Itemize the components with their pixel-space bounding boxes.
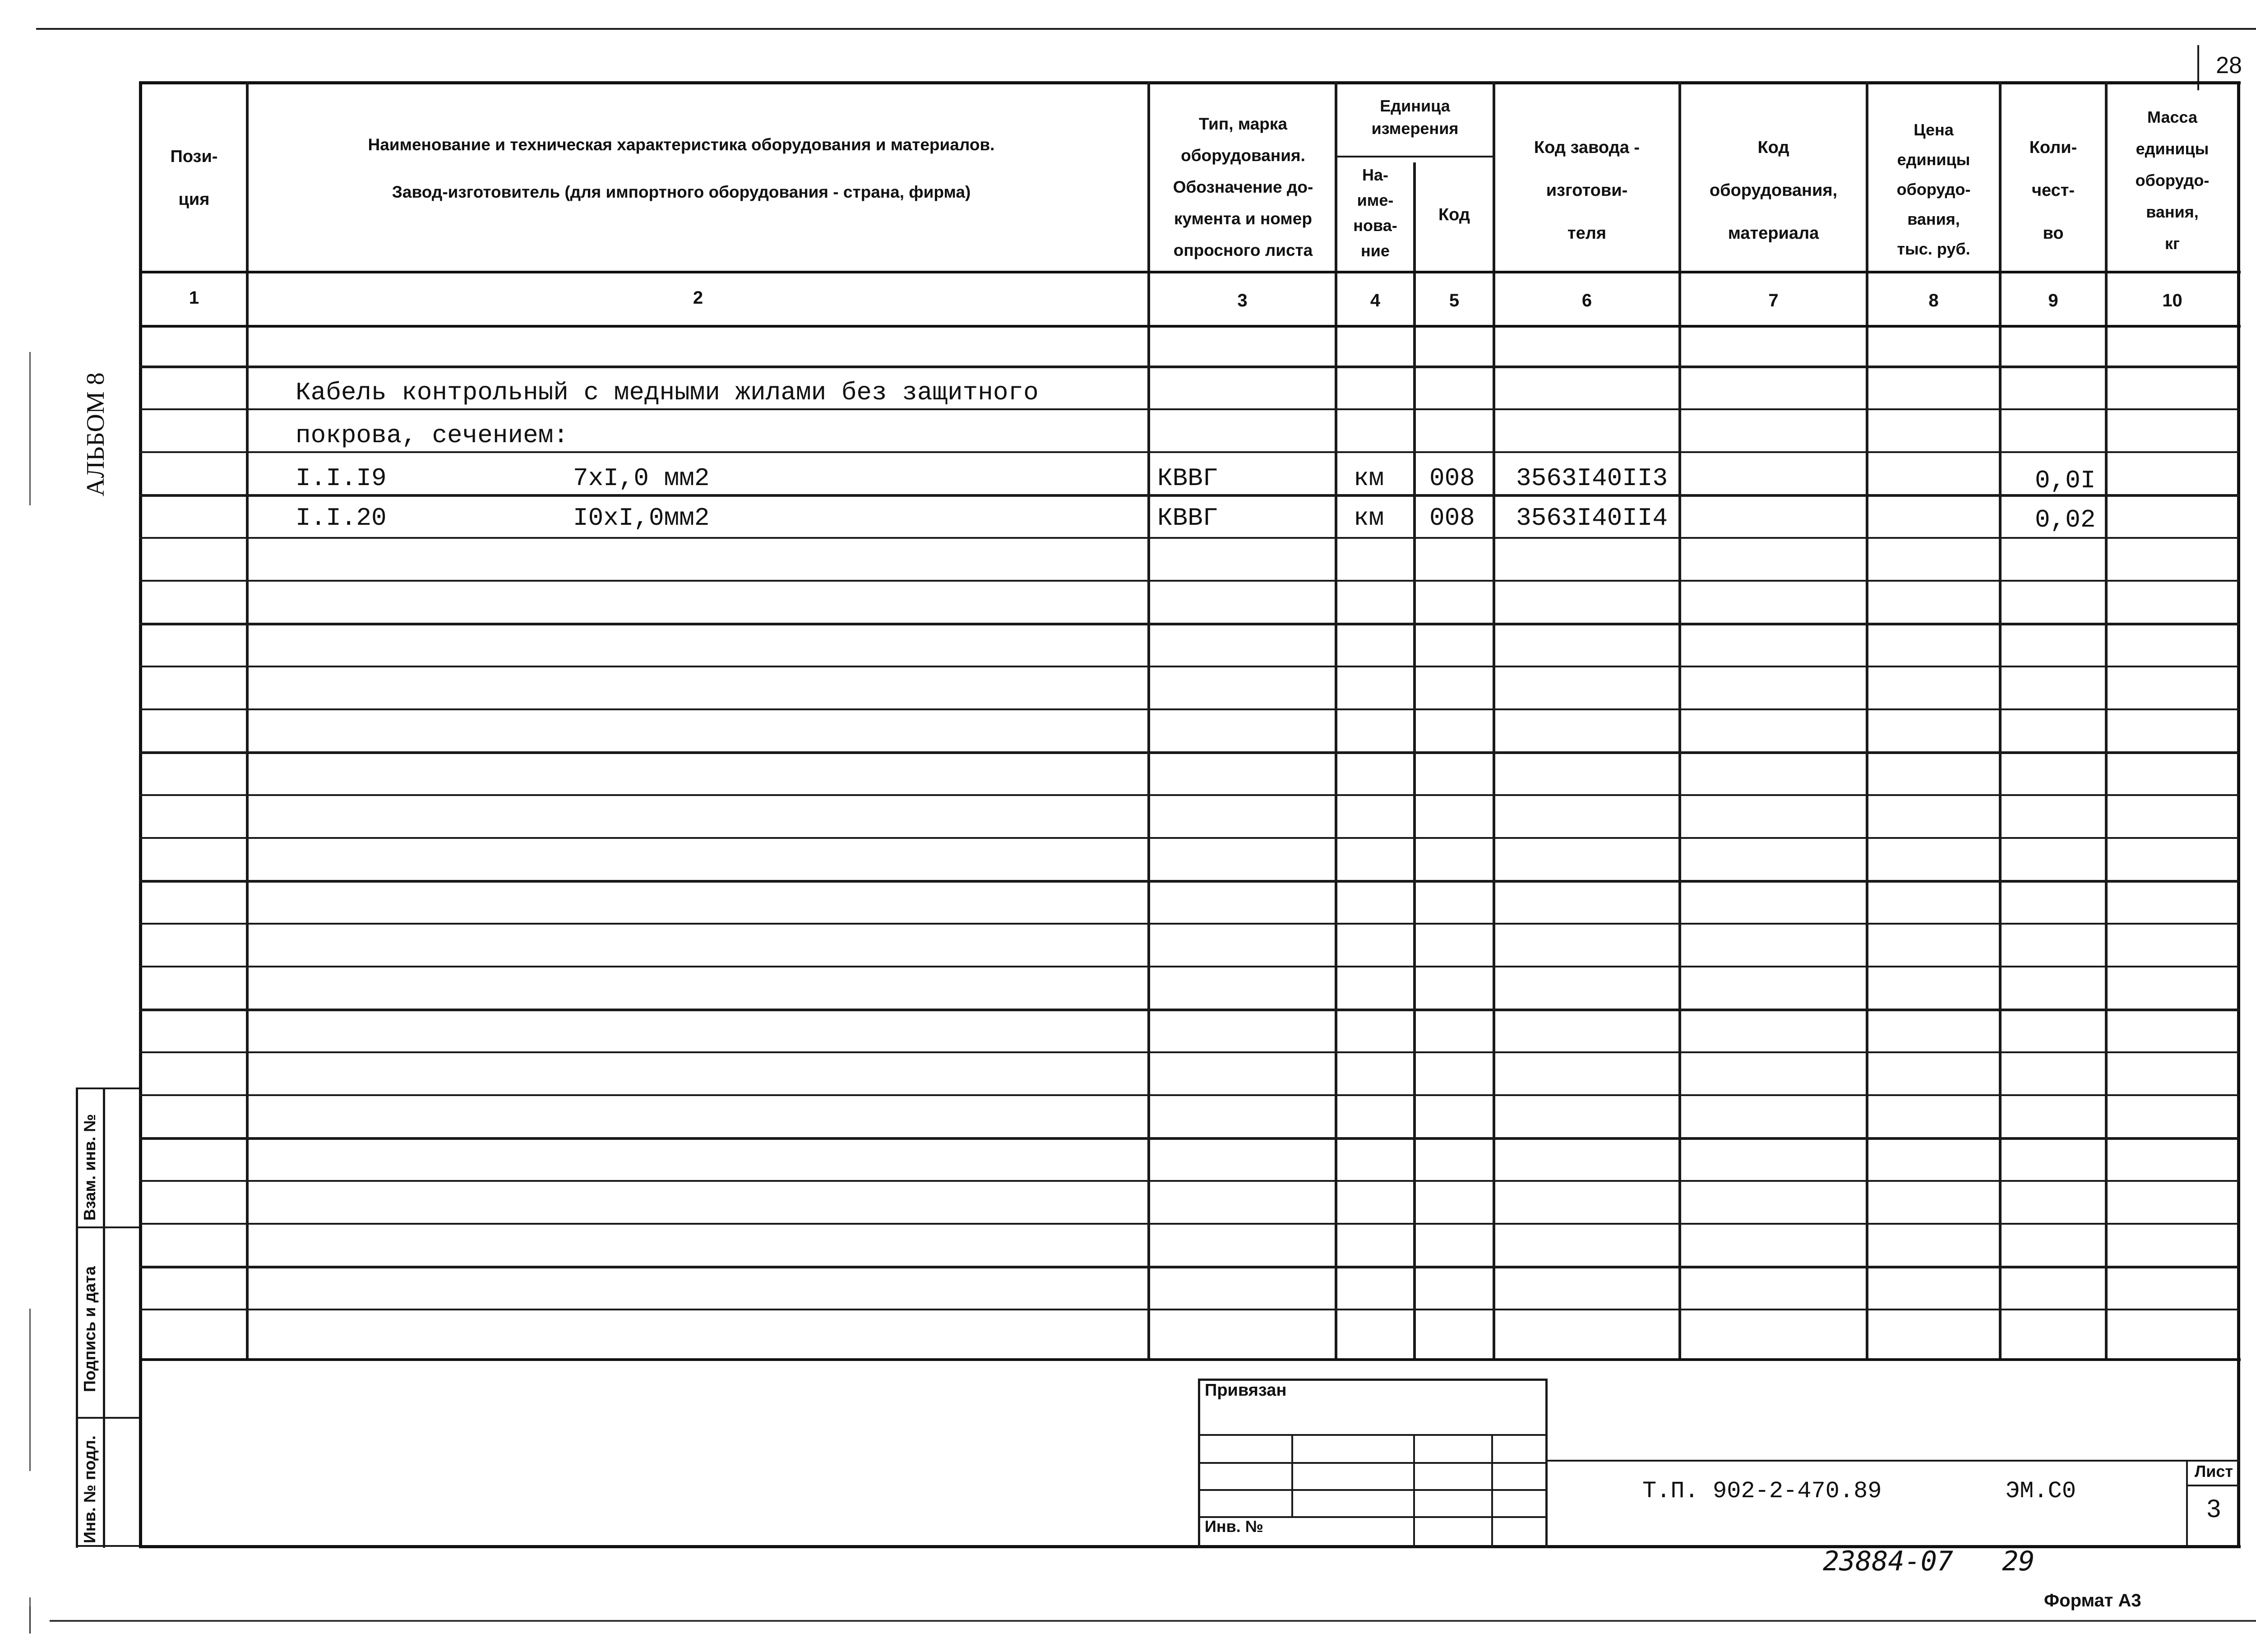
header-quantity: Коли- чест- во bbox=[2029, 138, 2077, 243]
header-bottom-line bbox=[139, 271, 2241, 273]
side-podpis: Подпись и дата bbox=[80, 1266, 99, 1392]
section-title-line2: покрова, сечением: bbox=[296, 421, 569, 450]
header-position: Пози- ция bbox=[170, 147, 218, 209]
table-row-line bbox=[139, 1266, 2239, 1268]
header-mass: Масса единицы оборудо- вания, кг bbox=[2135, 108, 2210, 253]
side-stamp-bottom bbox=[76, 1545, 139, 1547]
row1-qty: 0,0I bbox=[2035, 466, 2096, 495]
row2-unit: км bbox=[1354, 504, 1384, 532]
header-type: Тип, марка оборудования. Обозначение до- кумента и номер опросного листа bbox=[1173, 115, 1313, 259]
tb-grid-h3 bbox=[1198, 1489, 1545, 1491]
side-stamp-div2 bbox=[76, 1417, 139, 1419]
tb-inv-no: Инв. № bbox=[1205, 1517, 1263, 1536]
page-top-rule bbox=[36, 28, 2256, 30]
side-stamp-mid bbox=[103, 1087, 105, 1548]
colnum-7: 7 bbox=[1768, 291, 1779, 310]
tb-privyazan: Привязан bbox=[1205, 1381, 1287, 1400]
col-line-4 bbox=[1413, 162, 1416, 1358]
tb-list-number: 3 bbox=[2206, 1494, 2221, 1522]
row2-unit-code: 008 bbox=[1429, 504, 1475, 532]
row2-type: КВВГ bbox=[1157, 504, 1218, 532]
page-bottom-rule bbox=[50, 1620, 2256, 1622]
table-row-line bbox=[139, 708, 2239, 710]
colnum-bottom-line bbox=[139, 325, 2241, 328]
table-row-line bbox=[139, 923, 2239, 925]
table-row-line bbox=[139, 1309, 2239, 1310]
header-unit-group: Единица измерения bbox=[1371, 97, 1459, 138]
table-row-line bbox=[139, 794, 2239, 796]
tb-right bbox=[1545, 1379, 1548, 1548]
colnum-6: 6 bbox=[1581, 291, 1592, 310]
unit-group-line bbox=[1335, 156, 1494, 157]
colnum-3: 3 bbox=[1237, 291, 1248, 310]
table-row-line bbox=[139, 1009, 2239, 1011]
row2-factory-code: 3563I40II4 bbox=[1516, 504, 1668, 532]
table-row-line bbox=[139, 1051, 2239, 1053]
row1-unit: км bbox=[1354, 464, 1384, 493]
side-stamp-top bbox=[76, 1087, 139, 1089]
table-row-line bbox=[139, 1223, 2239, 1225]
table-row-line bbox=[139, 1180, 2239, 1182]
table-row-line bbox=[139, 623, 2239, 625]
side-stamp-left bbox=[76, 1087, 78, 1548]
colnum-2: 2 bbox=[693, 288, 703, 308]
table-row-line bbox=[139, 537, 2239, 539]
row1-factory-code: 3563I40II3 bbox=[1516, 464, 1668, 493]
table-row-line bbox=[139, 666, 2239, 667]
row1-name: 7xI,0 мм2 bbox=[573, 464, 710, 493]
table-row-line bbox=[139, 837, 2239, 839]
header-unit-name: На- име- нова- ние bbox=[1353, 166, 1397, 260]
tb-list-label: Лист bbox=[2194, 1462, 2233, 1481]
table-row-line bbox=[139, 880, 2239, 883]
tb-grid-v2 bbox=[1413, 1434, 1415, 1548]
header-price: Цена единицы оборудо- вания, тыс. руб. bbox=[1896, 120, 1971, 258]
side-inv: Инв. № подл. bbox=[80, 1435, 99, 1543]
frame-right bbox=[2237, 81, 2240, 1548]
colnum-10: 10 bbox=[2162, 291, 2182, 310]
table-row-line bbox=[139, 966, 2239, 967]
row1-unit-code: 008 bbox=[1429, 464, 1475, 493]
tb-main-top bbox=[1545, 1460, 2240, 1462]
section-title-line1: Кабель контрольный с медными жилами без защитного bbox=[296, 378, 1039, 407]
colnum-4: 4 bbox=[1370, 291, 1381, 310]
table-row-line bbox=[139, 751, 2239, 754]
row1-position: I.I.I9 bbox=[296, 464, 387, 493]
frame-top bbox=[139, 81, 2241, 84]
row2-qty: 0,02 bbox=[2035, 505, 2096, 534]
bottom-left-tick bbox=[29, 1606, 31, 1633]
row2-position: I.I.20 bbox=[296, 504, 387, 532]
tb-grid-v1 bbox=[1291, 1434, 1293, 1516]
tb-grid-v3 bbox=[1491, 1434, 1493, 1548]
colnum-5: 5 bbox=[1449, 291, 1460, 310]
tb-grid-h1 bbox=[1198, 1434, 1545, 1436]
tb-grid-h2 bbox=[1198, 1462, 1545, 1464]
format-label: Формат А3 bbox=[2044, 1591, 2141, 1610]
tb-list-div bbox=[2186, 1485, 2240, 1486]
header-name-line1: Наименование и техническая характеристика оборудования и материалов. bbox=[368, 135, 995, 154]
header-equipment-code: Код оборудования, материала bbox=[1709, 138, 1838, 243]
header-factory-code: Код завода - изготови- теля bbox=[1534, 138, 1640, 243]
side-stamp-div1 bbox=[76, 1226, 139, 1228]
table-bottom-line bbox=[139, 1358, 2241, 1361]
handwritten-number: 23884-07 29 bbox=[1823, 1546, 2035, 1577]
tb-doc-code: Т.П. 902-2-470.89 bbox=[1642, 1478, 1882, 1504]
side-vzam: Взам. инв. № bbox=[80, 1114, 99, 1221]
header-name-line2: Завод-изготовитель (для импортного оборудования - страна, фирма) bbox=[392, 183, 971, 201]
table-row-line bbox=[139, 1137, 2239, 1140]
colnum-1: 1 bbox=[189, 288, 199, 308]
row1-type: КВВГ bbox=[1157, 464, 1218, 493]
album-label: АЛЬБОМ 8 bbox=[82, 372, 110, 496]
colnum-9: 9 bbox=[2048, 291, 2058, 310]
sheet-number: 28 bbox=[2216, 52, 2242, 79]
header-unit-code: Код bbox=[1438, 205, 1470, 224]
row2-name: I0xI,0мм2 bbox=[573, 504, 710, 532]
table-row-line bbox=[139, 580, 2239, 582]
table-row-line bbox=[139, 1094, 2239, 1096]
left-margin-tick-1 bbox=[29, 352, 31, 505]
colnum-8: 8 bbox=[1928, 291, 1939, 310]
table-row-line bbox=[139, 366, 2239, 368]
left-margin-tick-2 bbox=[29, 1309, 31, 1471]
tb-doc-mark: ЭМ.С0 bbox=[2006, 1478, 2076, 1504]
